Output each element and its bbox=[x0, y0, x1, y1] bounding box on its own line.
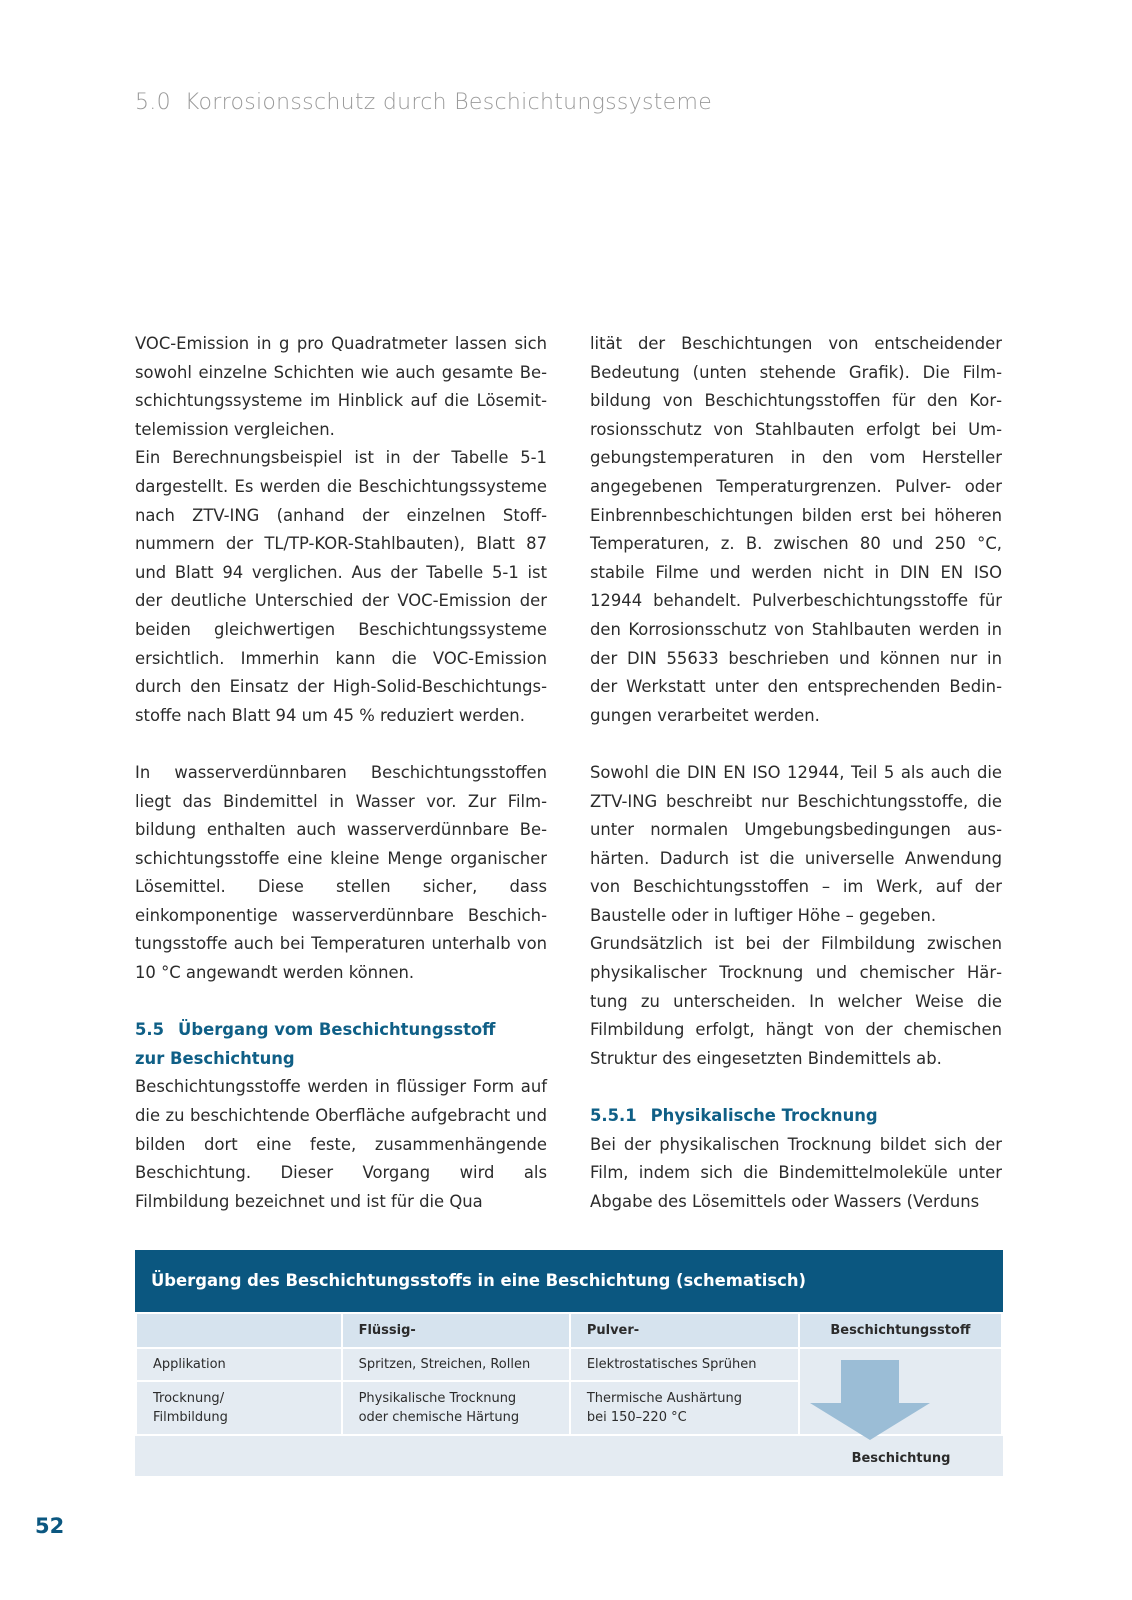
paragraph: In wasserverdünnbaren Beschichtungsstoffen liegt das Bindemittel in Wasser vor. Zur Filmbildung enthalten auch wasserverdünnbare Beschichtungsstoffe eine kleine Menge organischer Lösemittel. Diese stellen sicher, dass einkomponentige wasserverdünnbare Beschichtungsstoffe auch bei Temperaturen unterhalb von 10 °C angewandt werden können. bbox=[135, 762, 547, 983]
left-column bbox=[135, 330, 547, 1216]
section-title-line2: zur Beschichtung bbox=[135, 1048, 295, 1068]
paragraph: lität der Beschichtungen von entscheidender Bedeutung (unten stehende Grafik). Die Filmbildung von Beschichtungsstoffen für den Korrosionsschutz von Stahlbauten erfolgt bei Umgebungstemperaturen in den vom Hersteller angegebenen Temperaturgrenzen. Pulver- oder Einbrennbeschichtungen bilden erst bei höheren Temperaturen, z. B. zwischen 80 und 250 °C, stabile Filme und werden nicht in DIN EN ISO 12944 behandelt. Pulverbeschichtungsstoffe für den Korrosionsschutz von Stahlbauten werden in der DIN 55633 beschrieben und können nur in der Werkstatt unter den entsprechenden Bedingungen verarbeitet werden. bbox=[590, 334, 1002, 725]
table-cell: Spritzen, Streichen, Rollen bbox=[342, 1348, 570, 1381]
paragraph: Grundsätzlich ist bei der Filmbildung zwischen physikalischer Trocknung und chemischer Härtung zu unterscheiden. In welcher Weise die Filmbildung erfolgt, hängt von der chemischen Struktur des eingesetzten Bindemittels ab. bbox=[590, 934, 1002, 1068]
header-cell-fluessig: Flüssig- bbox=[342, 1313, 570, 1348]
chapter-title: Korrosionsschutz durch Beschichtungssysteme bbox=[184, 90, 713, 115]
header-cell-beschichtungsstoff: Beschichtungsstoff bbox=[799, 1313, 1002, 1348]
table-cell: Thermische Aushärtung bei 150–220 °C bbox=[570, 1381, 799, 1435]
paragraph: Ein Berechnungsbeispiel ist in der Tabelle 5-1 dargestellt. Es werden die Beschichtungssysteme nach ZTV-ING (anhand der einzelnen Stoffnummern der TL/TP-KOR-Stahlbauten), Blatt 87 und Blatt 94 verglichen. Aus der Tabelle 5-1 ist der deutliche Unterschied der VOC-Emission der beiden gleichwertigen Beschichtungssysteme ersichtlich. Immerhin kann die VOC-Emission durch den Einsatz der High-Solid-Beschichtungsstoffe nach Blatt 94 um 45 % reduziert werden. bbox=[135, 448, 547, 725]
page-number: 52 bbox=[35, 1514, 65, 1538]
section-number: 5.5 bbox=[135, 1020, 165, 1040]
figure-title: Übergang des Beschichtungsstoffs in eine Beschichtung (schematisch) bbox=[135, 1250, 1003, 1312]
paragraph: Bei der physikalischen Trocknung bildet sich der Film, indem sich die Bindemittelmoleküle unter Abgabe des Lösemittels oder Wassers (Verduns bbox=[590, 1134, 1002, 1211]
section-heading-5-5-1 bbox=[590, 1102, 1002, 1131]
chapter-number: 5.0 bbox=[135, 90, 171, 115]
result-label: Beschichtung bbox=[851, 1451, 951, 1466]
row-label: Applikation bbox=[136, 1348, 342, 1381]
row-label: Trocknung/ Filmbildung bbox=[136, 1381, 342, 1435]
paragraph: VOC-Emission in g pro Quadratmeter lassen sich sowohl einzelne Schichten wie auch gesamte Beschichtungssysteme im Hinblick auf die Lösemittelemission vergleichen. bbox=[135, 334, 547, 439]
right-column bbox=[590, 330, 1002, 1216]
section-title: Physikalische Trocknung bbox=[650, 1106, 878, 1126]
section-number: 5.5.1 bbox=[590, 1106, 637, 1126]
header-cell bbox=[136, 1313, 342, 1348]
paragraph: Sowohl die DIN EN ISO 12944, Teil 5 als auch die ZTV-ING beschreibt nur Beschichtungsstoffe, die unter normalen Umgebungsbedingungen aushärten. Dadurch ist die universelle Anwendung von Beschichtungsstoffen – im Werk, auf der Baustelle oder in luftiger Höhe – gegeben. bbox=[590, 762, 1002, 925]
chapter-header bbox=[135, 90, 712, 115]
down-arrow-icon bbox=[810, 1360, 930, 1440]
header-cell-pulver: Pulver- bbox=[570, 1313, 799, 1348]
section-heading-5-5 bbox=[135, 1016, 547, 1073]
paragraph: Beschichtungsstoffe werden in flüssiger Form auf die zu beschichtende Oberfläche aufgebracht und bilden dort eine feste, zusammenhängende Beschichtung. Dieser Vorgang wird als Filmbildung bezeichnet und ist für die Qua bbox=[135, 1077, 547, 1211]
table-cell: Physikalische Trocknung oder chemische Härtung bbox=[342, 1381, 570, 1435]
table-cell: Elektrostatisches Sprühen bbox=[570, 1348, 799, 1381]
section-title-line1: Übergang vom Beschichtungsstoff bbox=[178, 1020, 496, 1040]
